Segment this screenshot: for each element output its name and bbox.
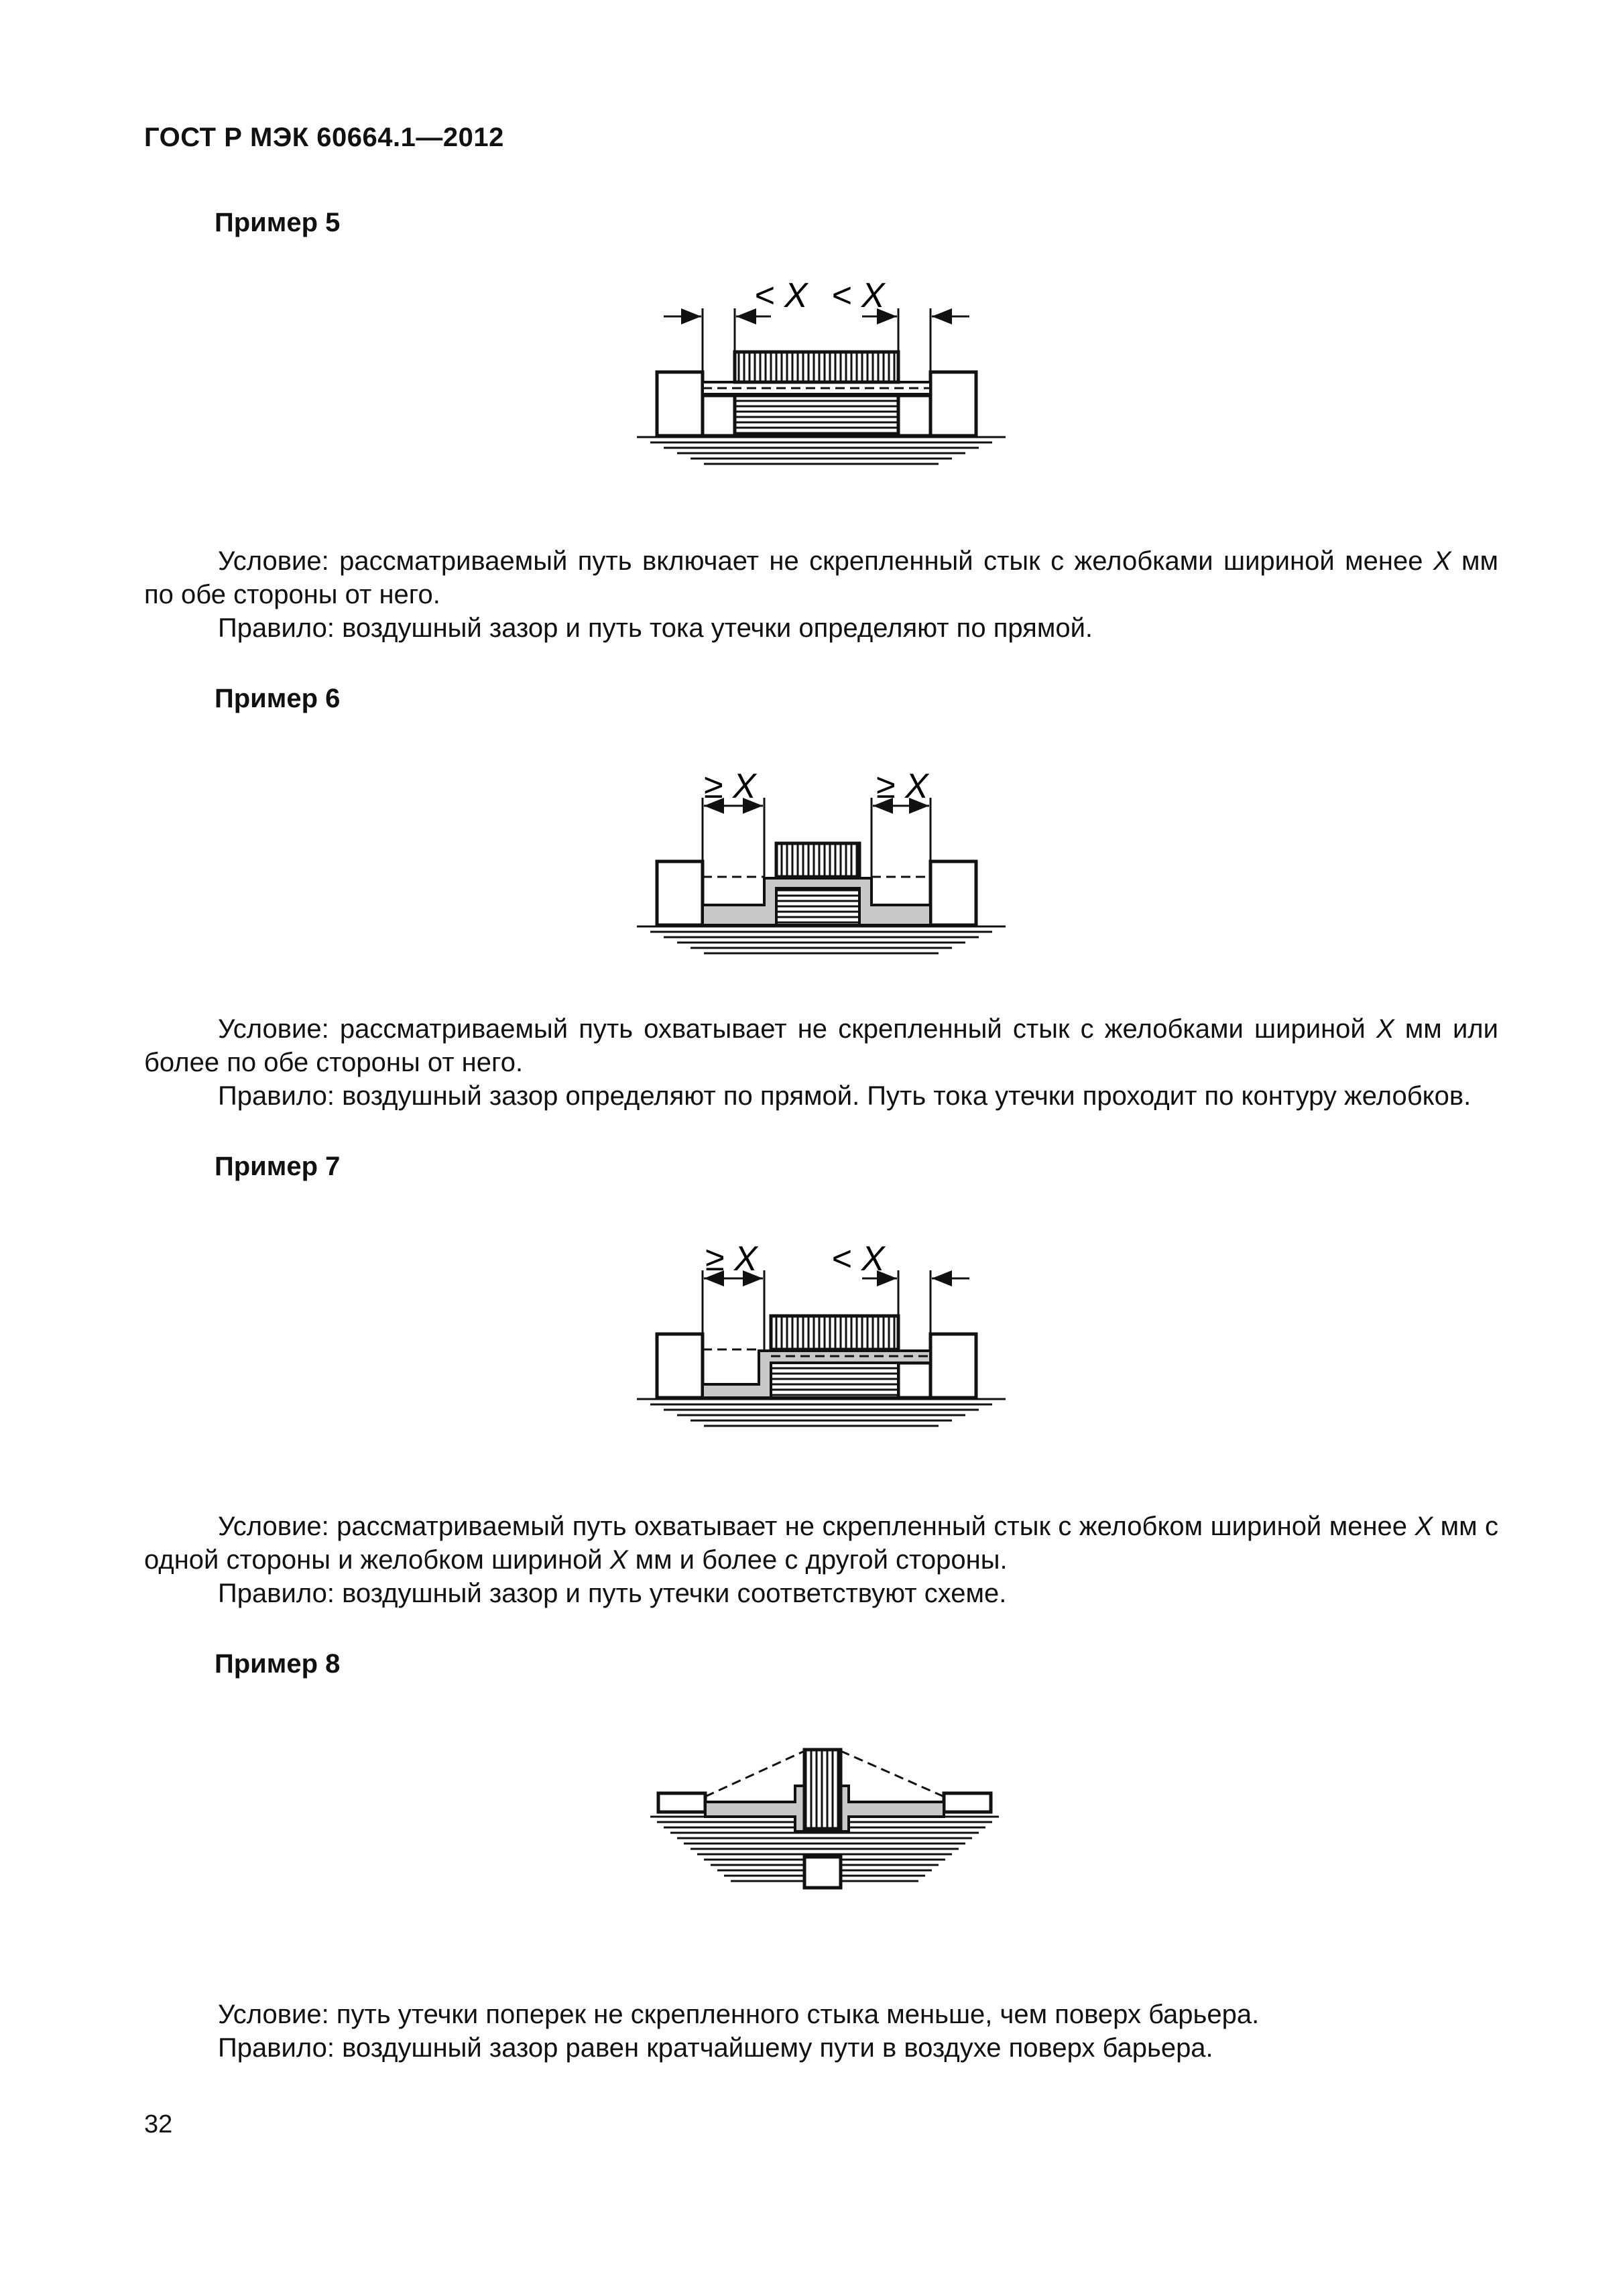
example-5-label-left: < X <box>754 282 808 315</box>
example-5-title: Пример 5 <box>215 208 341 237</box>
example-5-text <box>144 544 1498 645</box>
example-5-diagram <box>630 282 1019 476</box>
example-5-label-right: < X <box>831 282 885 315</box>
page-number: 32 <box>144 2110 173 2138</box>
example-8-rule: Правило: воздушный зазор равен кратчайшему пути в воздухе поверх барьера. <box>218 2033 1213 2063</box>
example-6-diagram <box>630 771 1019 965</box>
example-7-text <box>144 1510 1498 1610</box>
example-5-rule: Правило: воздушный зазор и путь тока утечки определяют по прямой. <box>218 613 1093 643</box>
example-6-condition: Условие: рассматриваемый путь охватывает не скрепленный стык с желобками шириной X мм или более по обе стороны от него. <box>144 1014 1498 1077</box>
example-6-label-right: ≥ X <box>876 771 928 806</box>
document-id: ГОСТ Р МЭК 60664.1—2012 <box>144 123 504 152</box>
example-5-condition: Условие: рассматриваемый путь включает не скрепленный стык с желобками шириной менее X мм по обе стороны от него. <box>144 546 1499 609</box>
example-8-text <box>144 1998 1498 2065</box>
example-6-label-left: ≥ X <box>704 771 756 806</box>
example-7-diagram <box>630 1244 1019 1438</box>
example-6-title: Пример 6 <box>215 684 341 713</box>
example-7-title: Пример 7 <box>215 1152 341 1181</box>
example-7-condition: Условие: рассматриваемый путь охватывает не скрепленный стык с желобком шириной менее X мм с одной стороны и желобком шириной X мм и более с другой стороны. <box>144 1512 1499 1575</box>
example-6-rule: Правило: воздушный зазор определяют по прямой. Путь тока утечки проходит по контуру желобков. <box>218 1081 1471 1111</box>
example-6-text <box>144 1012 1498 1113</box>
example-7-label-left: ≥ X <box>705 1244 758 1278</box>
example-7-label-right: < X <box>831 1244 885 1278</box>
example-8-diagram <box>644 1736 1006 1917</box>
example-7-rule: Правило: воздушный зазор и путь утечки соответствуют схеме. <box>218 1579 1007 1608</box>
example-8-condition: Условие: путь утечки поперек не скрепленного стыка меньше, чем поверх барьера. <box>218 2000 1260 2029</box>
example-8-title: Пример 8 <box>215 1649 341 1679</box>
